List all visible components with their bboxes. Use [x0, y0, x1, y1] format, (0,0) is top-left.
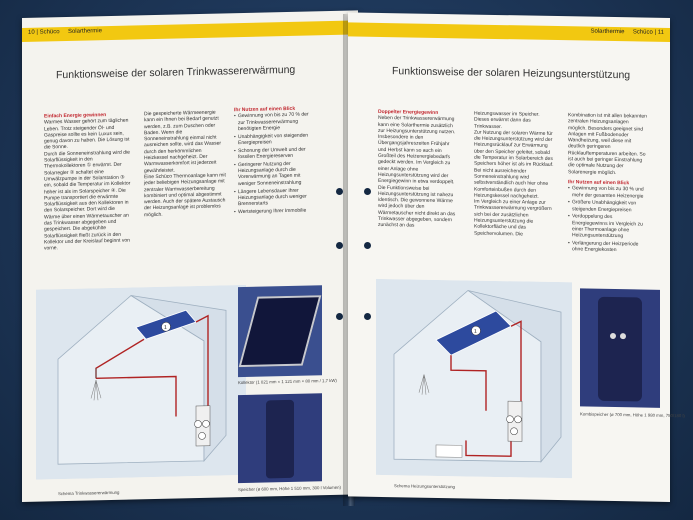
header-left: 10 | Schüco Solarthermie [28, 28, 102, 36]
benefit-item: • Wertsteigerung Ihrer Immobilie [234, 207, 314, 215]
column-text: Neben der Trinkwassererwärmung kann eine Solarthermie zusätzlich zur Heizungsunterstützung nutzen. Insbesondere in den Übergangsjahreszeiten Frühjahr und Herbst kann so auch ein Großteil des Heizenergiebedarfs gedeckt werden. Im Vergleich zu einer Anlage ohne Heizungsunterstützung wird der Energiegewinn in etwa verdoppelt. Die Funktionsweise bei Heizungsunterstützung ist nahezu identisch. Die gewonnene Wärme wird jedoch über den Wärmetauscher nicht direkt an das Trinkwasser abgegeben, sondern zunächst an das [378, 115, 456, 229]
column-text: Die gespeicherte Wärmeenergie kann ein Ihnen bei Bedarf genutzt werden, z.B. zum Duschen oder Baden. Wenn die Sonneneinstrahlung einmal nicht ausreichen sollte, wird das Wasser durch den herkömmlichen Heizkessel nachgeheizt. Der Warmwasserkomfort ist jederzeit gewährleistet. Eine Schüco Thermoanlage kann mit jeder beliebigen Heizungsanlage mit zentraler Warmwasserbereitung kombiniert und optimal abgestimmt werden. Auch der spätere Austausch der Heizungsanlage ist problemlos möglich. [144, 109, 226, 218]
punch-hole [336, 313, 343, 320]
benefits-list [568, 185, 648, 254]
brochure-right-page [348, 12, 685, 502]
text-column-1 [44, 112, 132, 253]
text-column-2 [474, 111, 554, 238]
text-column-2 [144, 109, 226, 218]
scheme-caption: Schema Heizungsunterstützung [394, 483, 455, 490]
tank-photo [580, 288, 660, 407]
benefits-column [234, 105, 314, 217]
text-column-1 [378, 109, 456, 230]
punch-hole [364, 313, 371, 320]
brand-label: Schüco [632, 29, 653, 36]
column-text: Heizungswasser im Speicher. Dieses erwärmt dann das Trinkwasser. Zur Nutzung der solaren Wärme für die Heizungsunterstützung wird der Heizungsrücklauf zur Erwärmung über den Speicher geleitet, sobald die Temperatur im Solarbereich des Speichers höher ist als im Rücklauf. Bei nicht ausreichender Sonneneinstrahlung wird selbstverständlich auch hier ohne Komforteinbußen durch den Heizungskessel nachgeheizt. Im Vergleich zu einer Anlage zur Trinkwassererwärmung vergrößern sich bei der zusätzlichen Heizungsunterstützung die Kollektorfläche und das Speichervolumen. Die [474, 110, 554, 238]
column-heading: Ihr Nutzen auf einen Blick [568, 179, 630, 187]
page-number: 11 [657, 29, 664, 36]
tank-caption: Kombispeicher (ø 700 mm, Höhe 1 980 mm, 750/180 l) [580, 411, 685, 419]
page-number: 10 [28, 29, 35, 36]
column-text: Warmes Wasser gehört zum täglichen Leben. Trotz steigender Öl- und Gaspreise sollte es kein Luxus sein, genug davon zu haben. Die Lösung ist die Sonne. Durch die Sonneneinstrahlung wird die Solarflüssigkeit in den Thermokollektoren ① erwärmt. Der Solarregler ② schaltet eine Umwälzpumpe in der Solarstation ③ ein, sobald die Temperatur im Kollektor höher ist als im Solarspeicher ④. Die Pumpe transportiert die erwärmte Solarflüssigkeit aus den Kollektoren in den Solarspeicher. Dort wird die Wärme über einen Wärmetauscher an das Trinkwasser abgegeben und gespeichert. Die abgekühlte Solarflüssigkeit fließt zurück in den Kollektor und der Kreislauf beginnt von vorne. [44, 117, 131, 252]
benefit-item: • Gewinnung von bis zu 30 % und mehr der gesamten Heizenergie [568, 185, 648, 199]
brochure-left-page [22, 10, 358, 502]
benefit-item: • Schonung der Umwelt und der fossilen Energiereserven [234, 146, 314, 160]
svg-text:1: 1 [474, 328, 477, 335]
benefit-item: • Verdoppelung des Energiegewinns im Vergleich zu einer Thermoanlage ohne Heizungsunterstützung [568, 214, 648, 241]
tank-caption: Speicher (ø 600 mm, Höhe 1 510 mm, 300 l Volumen) [238, 484, 341, 493]
collector-caption: Kollektor (1 021 mm × 1 121 mm × 80 mm / 1,7 kW) [238, 377, 337, 386]
section-label: Solarthermie [590, 28, 625, 36]
collector-photo [238, 285, 322, 377]
benefits-list [234, 112, 314, 216]
brand-label: Schüco [39, 29, 60, 36]
scheme-illustration [376, 279, 572, 478]
header-right: Solarthermie Schüco | 11 [590, 28, 664, 36]
scheme-illustration [36, 285, 246, 480]
tank-photo [238, 393, 322, 483]
svg-text:1: 1 [164, 324, 167, 331]
text-column-3 [568, 112, 648, 256]
benefit-item: • Längere Lebensdauer Ihrer Heizungsanlage durch weniger Brennerstarts [234, 187, 314, 208]
section-label: Solarthermie [67, 28, 102, 35]
column-text: Kombination ist mit allen bekannten zentralen Heizungsanlagen möglich. Besonders geeignet sind Anlagen mit Fußbodenoder Wandheizung, weil diese mit deutlich geringeren Rücklauftemperaturen arbeiten. So ist auch bei geringer Einstrahlung die optimale Nutzung der Solarenergie möglich. [568, 112, 647, 176]
column-heading: Einfach Energie gewinnen [44, 112, 107, 120]
column-heading: Ihr Nutzen auf einen Blick [234, 105, 296, 114]
punch-hole [364, 188, 371, 195]
scheme-caption: Schema Trinkwassererwärmung [58, 489, 120, 497]
page-title: Funktionsweise der solaren Trinkwassererwärmung [56, 63, 296, 82]
benefit-item: • Gewinnung von bis zu 70 % der zur Trinkwassererwärmung benötigten Energie [234, 112, 314, 133]
punch-hole [364, 242, 371, 249]
punch-hole [336, 188, 343, 195]
benefit-item: • Verlängerung der Heizperiode ohne Energiekosten [568, 240, 648, 254]
page-title: Funktionsweise der solaren Heizungsunterstützung [392, 65, 631, 82]
column-heading: Doppelter Energiegewinn [378, 108, 439, 116]
benefit-item: • Geringerer Nutzung der Heizungsanlage durch die Vorerwärmung an Tagen mit weniger Sonneneinstrahlung [234, 160, 314, 187]
punch-hole [336, 242, 343, 249]
benefit-item: • Größere Unabhängigkeit von steigenden Energiepreisen [568, 200, 648, 214]
benefit-item: • Unabhängigkeit von steigenden Energiepreisen [234, 132, 314, 146]
